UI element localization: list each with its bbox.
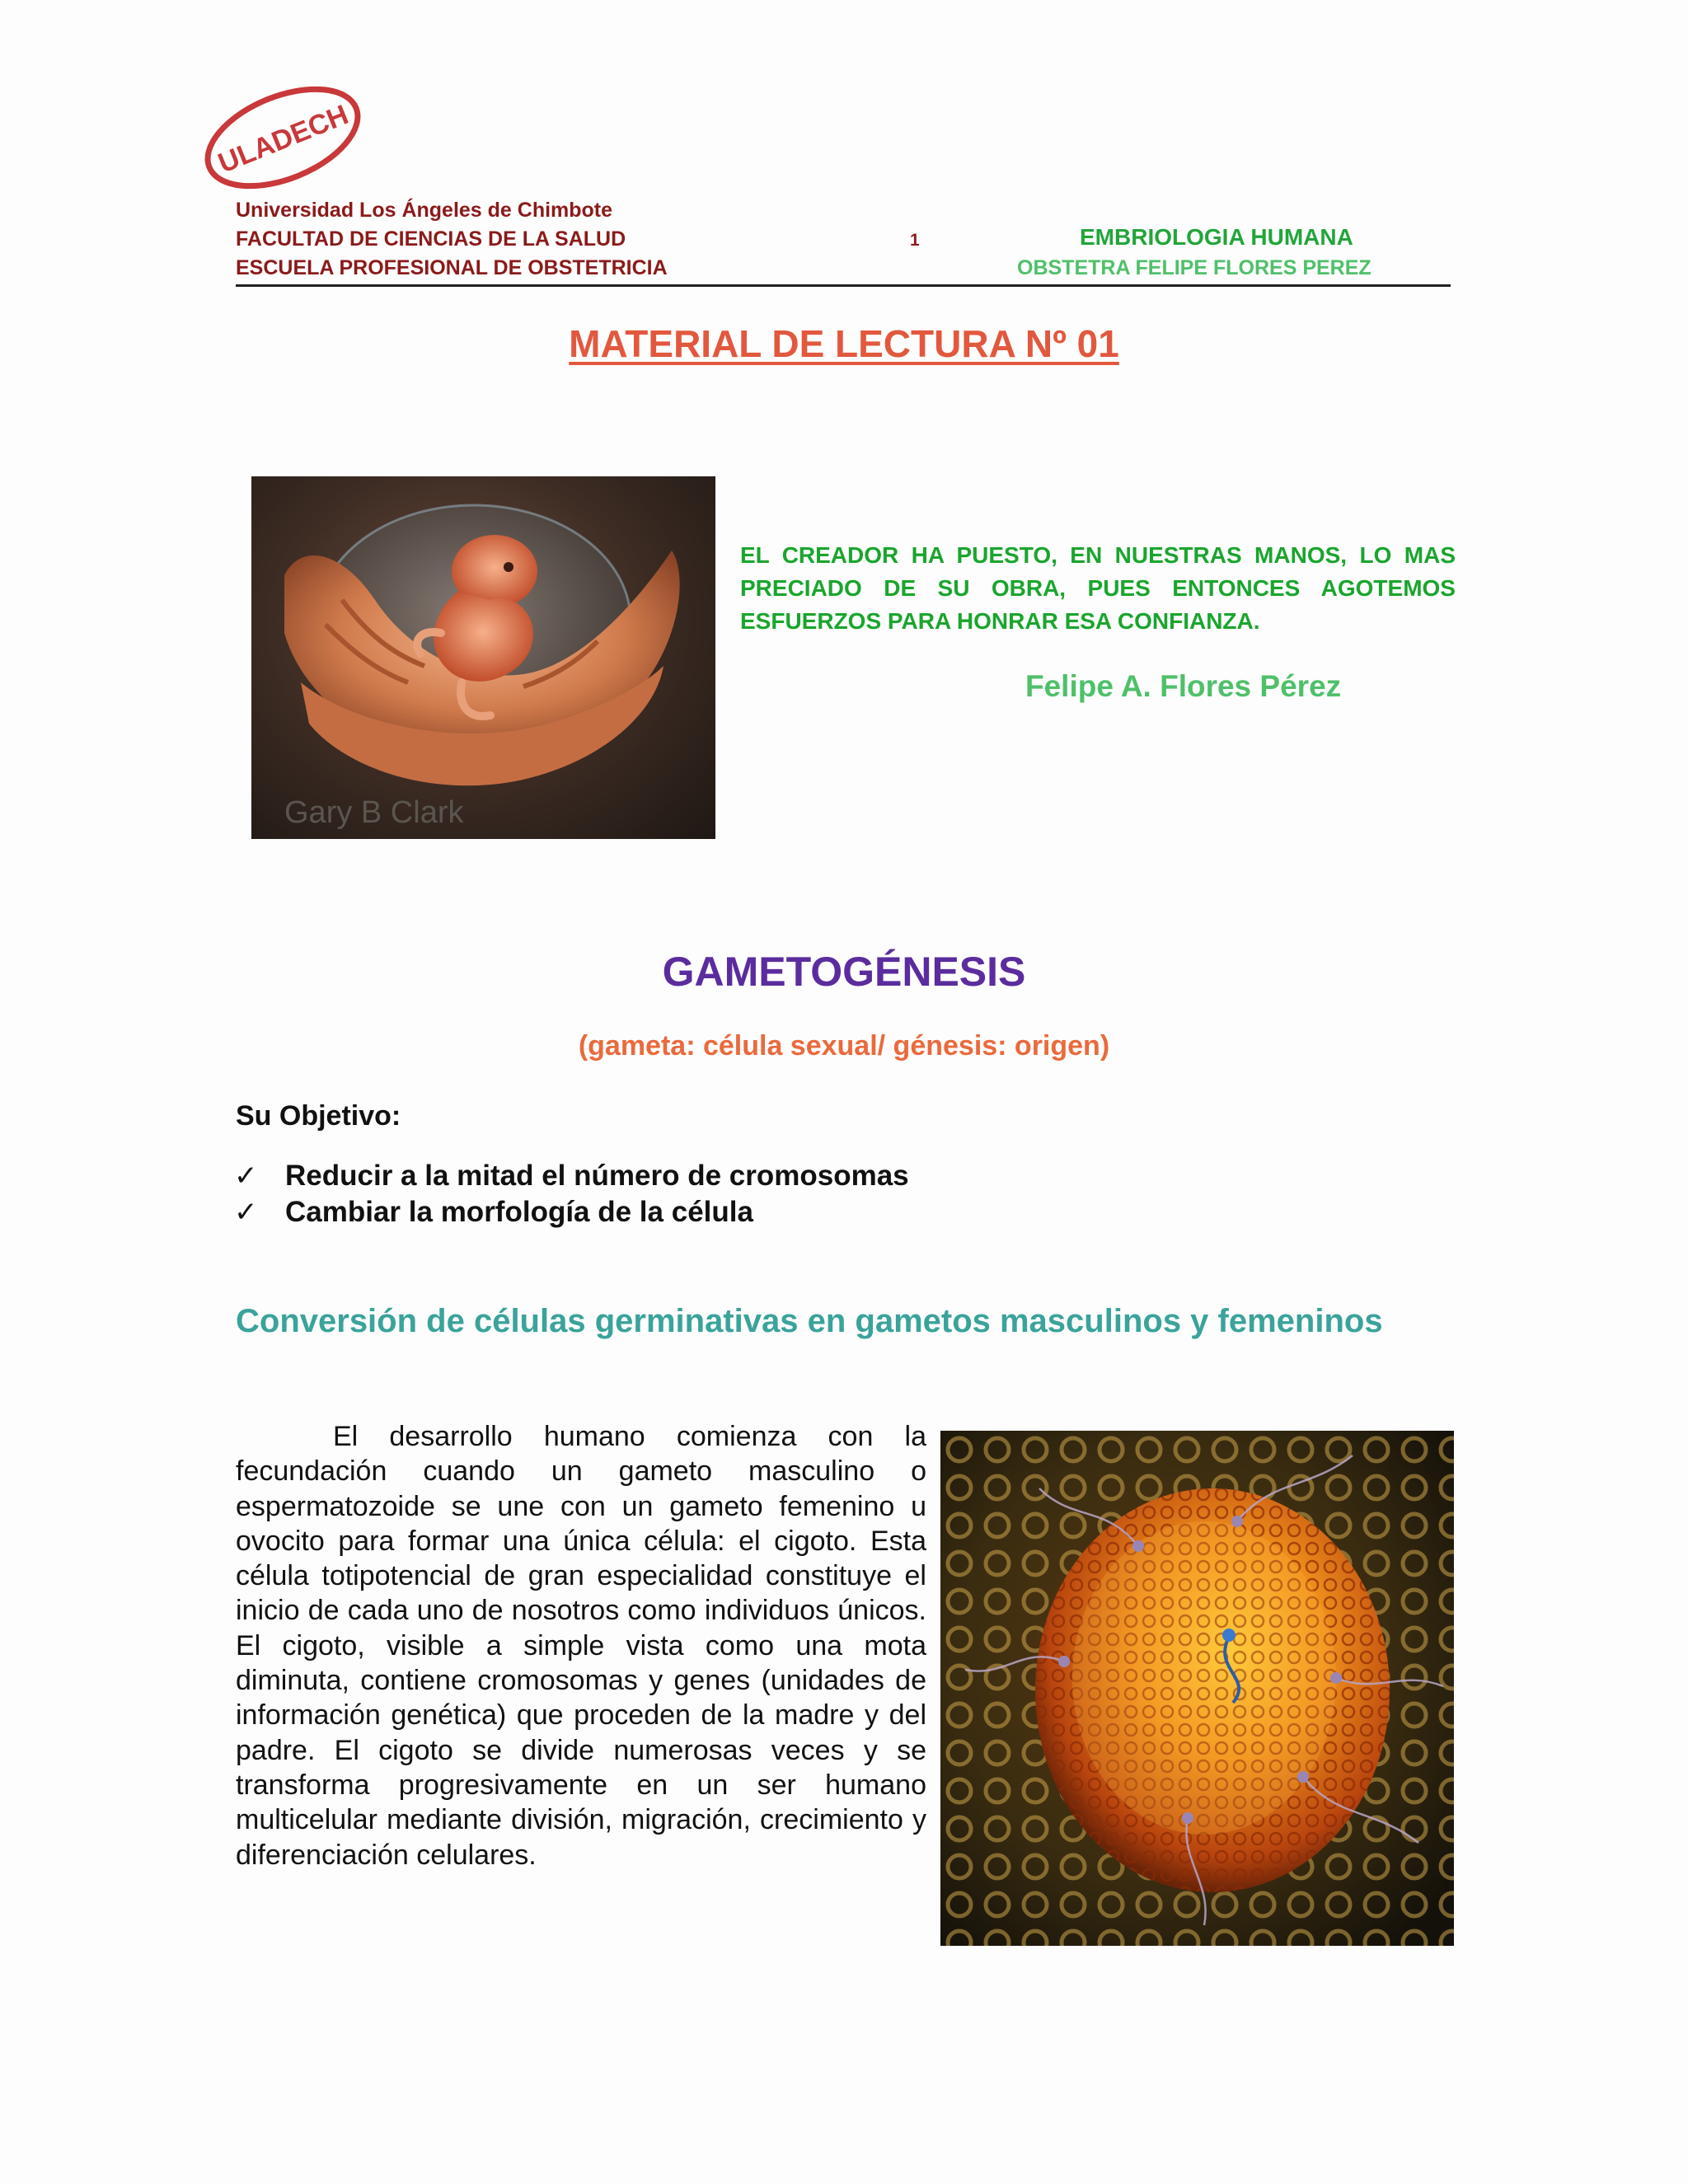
list-item — [234, 1194, 909, 1230]
section-title: GAMETOGÉNESIS — [662, 949, 1026, 995]
fertilization-image — [940, 1431, 1454, 1946]
logo-text: ULADECH — [213, 99, 353, 180]
conversion-paragraph — [236, 1419, 926, 1872]
objective-text: Reducir a la mitad el número de cromosomas — [285, 1160, 909, 1192]
epigraph-author: Felipe A. Flores Pérez — [1025, 669, 1342, 703]
page-title: MATERIAL DE LECTURA Nº 01 — [569, 322, 1119, 365]
header-divider — [236, 284, 1451, 287]
objective-label: Su Objetivo: — [236, 1100, 401, 1132]
objectives-list — [234, 1158, 909, 1230]
course-name: EMBRIOLOGIA HUMANA — [1080, 224, 1353, 250]
uladech-logo — [196, 76, 369, 199]
school-name: ESCUELA PROFESIONAL DE OBSTETRICIA — [236, 256, 668, 279]
checkmark-icon: ✓ — [234, 1160, 258, 1192]
checkmark-icon: ✓ — [234, 1197, 258, 1228]
page-number: 1 — [910, 231, 920, 250]
teacher-name: OBSTETRA FELIPE FLORES PEREZ — [1017, 256, 1372, 279]
university-name: Universidad Los Ángeles de Chimbote — [236, 199, 613, 222]
image-watermark: Gary B Clark — [284, 795, 464, 830]
list-item — [234, 1158, 909, 1194]
embryo-in-hands-image — [251, 476, 715, 839]
paragraph-text: El desarrollo humano comienza con la fecundación cuando un gameto masculino o espermatozoide se une con un gameto femenino u ovocito para formar una única célula: el cigoto. Esta célula totipotencial de gran especialidad constituye el inicio de cada uno de nosotros como individuos únicos. El cigoto, visible a simple vista como una mota diminuta, contiene cromosomas y genes (unidades de información genética) que proceden de la madre y del padre. El cigoto se divide numerosas veces y se transforma progresivamente en un ser humano multicelular mediante división, migración, crecimiento y diferenciación celulares. — [236, 1421, 926, 1871]
section-subtitle: (gameta: célula sexual/ génesis: origen) — [578, 1030, 1110, 1062]
faculty-name: FACULTAD DE CIENCIAS DE LA SALUD — [236, 227, 626, 251]
conversion-heading: Conversión de células germinativas en gametos masculinos y femeninos — [236, 1303, 1383, 1339]
objective-text: Cambiar la morfología de la célula — [285, 1196, 753, 1228]
epigraph-quote: EL CREADOR HA PUESTO, EN NUESTRAS MANOS, LO MAS PRECIADO DE SU OBRA, PUES ENTONCES AGOTEMOS ESFUERZOS PARA HONRAR ESA CONFIANZA. — [740, 542, 1456, 634]
